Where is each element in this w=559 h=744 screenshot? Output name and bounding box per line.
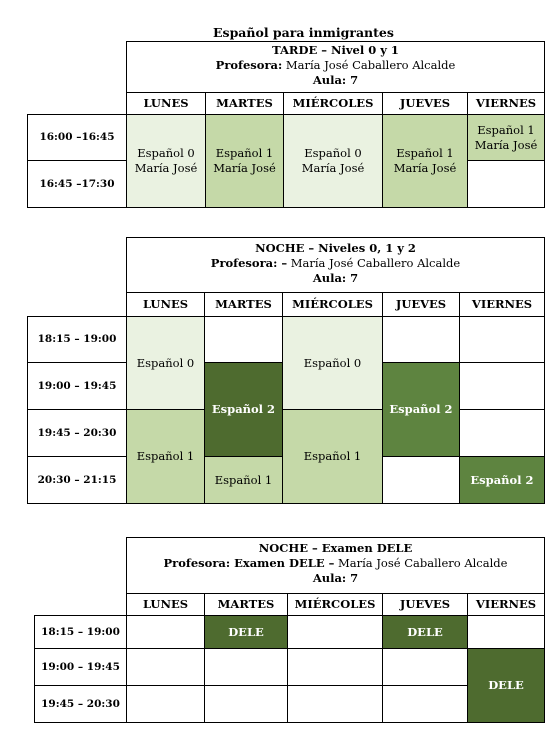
day-header-viernes: VIERNES [467, 593, 545, 616]
empty-cell [467, 160, 545, 208]
day-header-miercoles: MIÉRCOLES [282, 292, 383, 317]
table-header [126, 41, 545, 93]
teacher-label: Profesora: – [210, 256, 288, 270]
day-header-jueves: JUEVES [382, 92, 468, 115]
class-teacher: María José [393, 161, 457, 175]
empty-cell [204, 648, 288, 686]
class-cell-miercoles: Español 1 [282, 409, 383, 504]
empty-cell [382, 648, 468, 686]
empty-cell [204, 316, 283, 363]
teacher-line [127, 556, 544, 571]
table-header [126, 537, 545, 594]
class-cell-viernes: Español 2 [459, 456, 545, 504]
class-cell-miercoles [283, 114, 383, 208]
empty-cell [126, 648, 205, 686]
day-header-jueves: JUEVES [382, 292, 460, 317]
day-header-lunes: LUNES [126, 593, 205, 616]
day-header-martes: MARTES [205, 92, 284, 115]
day-header-viernes: VIERNES [467, 92, 545, 115]
class-cell-lunes: Español 0 [126, 316, 205, 410]
class-cell-lunes [126, 114, 206, 208]
class-teacher: María José [134, 161, 198, 175]
class-cell-viernes [467, 114, 545, 161]
table-title: TARDE – Nivel 0 y 1 [272, 43, 399, 57]
class-cell-martes: Español 2 [204, 362, 283, 457]
class-name: Español 1 [396, 146, 454, 160]
table-header [126, 237, 545, 293]
day-header-lunes: LUNES [126, 292, 205, 317]
room-label: Aula: 7 [312, 73, 359, 87]
empty-cell [459, 362, 545, 410]
room-label: Aula: 7 [312, 271, 359, 285]
teacher-line [127, 256, 544, 271]
time-slot: 19:00 – 19:45 [34, 648, 127, 686]
class-cell-martes: DELE [204, 615, 288, 649]
class-teacher: María José [213, 161, 276, 175]
class-cell-lunes: Español 1 [126, 409, 205, 504]
empty-cell [287, 648, 383, 686]
class-name: Español 0 [304, 146, 362, 160]
teacher-name: María José Caballero Alcalde [338, 556, 508, 570]
day-header-miercoles: MIÉRCOLES [283, 92, 383, 115]
time-slot: 20:30 – 21:15 [27, 456, 127, 504]
document-title: Español para inmigrantes [213, 25, 394, 40]
class-cell-jueves: DELE [382, 615, 468, 649]
empty-cell [287, 615, 383, 649]
empty-cell [382, 316, 460, 363]
teacher-name: María José Caballero Alcalde [290, 256, 461, 270]
teacher-line [127, 58, 544, 73]
teacher-label: Profesora: Examen DELE – [163, 556, 335, 570]
class-cell-jueves [382, 114, 468, 208]
empty-cell [287, 685, 383, 723]
empty-cell [382, 685, 468, 723]
table-title: NOCHE – Examen DELE [258, 541, 413, 555]
class-name: Español 0 [137, 146, 195, 160]
class-cell-viernes: DELE [467, 648, 545, 723]
class-cell-martes: Español 1 [204, 456, 283, 504]
time-slot: 19:00 – 19:45 [27, 362, 127, 410]
day-header-jueves: JUEVES [382, 593, 468, 616]
time-slot: 16:00 –16:45 [27, 114, 127, 161]
day-header-viernes: VIERNES [459, 292, 545, 317]
room-label: Aula: 7 [312, 571, 359, 585]
empty-cell [459, 316, 545, 363]
empty-cell [382, 456, 460, 504]
class-name: Español 1 [477, 122, 535, 137]
class-teacher: María José [474, 137, 538, 152]
teacher-label: Profesora: [215, 58, 283, 72]
time-slot: 18:15 – 19:00 [34, 615, 127, 649]
table-title: NOCHE – Niveles 0, 1 y 2 [255, 241, 416, 255]
class-cell-miercoles: Español 0 [282, 316, 383, 410]
empty-cell [126, 685, 205, 723]
empty-cell [467, 615, 545, 649]
day-header-martes: MARTES [204, 593, 288, 616]
empty-cell [126, 615, 205, 649]
empty-cell [204, 685, 288, 723]
time-slot: 16:45 –17:30 [27, 160, 127, 208]
class-cell-jueves: Español 2 [382, 362, 460, 457]
day-header-martes: MARTES [204, 292, 283, 317]
class-cell-martes [205, 114, 284, 208]
class-teacher: María José [301, 161, 365, 175]
class-name: Español 1 [215, 146, 274, 160]
time-slot: 18:15 – 19:00 [27, 316, 127, 363]
teacher-name: María José Caballero Alcalde [285, 58, 456, 72]
time-slot: 19:45 – 20:30 [27, 409, 127, 457]
time-slot: 19:45 – 20:30 [34, 685, 127, 723]
empty-cell [459, 409, 545, 457]
day-header-lunes: LUNES [126, 92, 206, 115]
day-header-miercoles: MIÉRCOLES [287, 593, 383, 616]
